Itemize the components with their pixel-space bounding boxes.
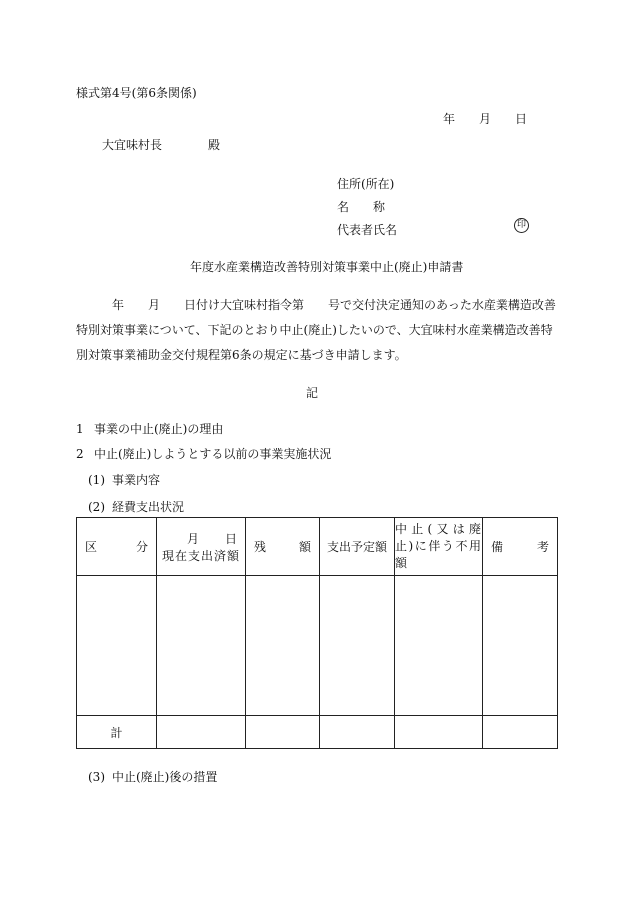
date-line: [443, 110, 527, 127]
name-label-2: 称: [373, 200, 386, 214]
sub-item-3: [88, 768, 217, 785]
col-remarks-2: 考: [536, 540, 549, 554]
item-1-num: 1: [76, 422, 84, 436]
sub-item-3-num: (3): [88, 770, 105, 784]
representative-label: 代表者氏名: [337, 223, 398, 237]
item-2-text: 中止(廃止)しようとする以前の事業実施状況: [94, 447, 332, 461]
col-balance-1: 残: [254, 540, 267, 554]
total-cell-planned: [320, 716, 395, 749]
expense-total-row: [77, 716, 558, 749]
body-cell-planned: [320, 576, 395, 716]
expense-header-row: [77, 518, 558, 576]
name-label-1: 名: [337, 200, 350, 214]
col-paid-label: 現在支出済額: [161, 548, 240, 563]
sub-item-2-text: 経費支出状況: [112, 500, 185, 514]
col-paid-day: 日: [224, 531, 237, 546]
body-paragraph: [76, 293, 562, 368]
date-year: 年: [443, 112, 456, 126]
col-stop-header: 中止(又は廃止)に伴う不用額: [395, 518, 483, 576]
body-month: 月: [148, 298, 161, 312]
col-category-1: 区: [85, 540, 98, 554]
total-cell-remarks: [483, 716, 558, 749]
body-cell-balance: [246, 576, 320, 716]
sub-item-2: [88, 498, 184, 515]
body-text: 日付け大宜味村指令第 号で交付決定通知のあった水産業構造改善特別対策事業について、下記のとおり中止(廃止)したいので、大宜味村水産業構造改善特別対策事業補助金交付規程第6条の規定に基づき申請します。: [76, 298, 556, 362]
document-title: 年度水産業構造改善特別対策事業中止(廃止)申請書: [190, 260, 464, 274]
body-cell-paid: [157, 576, 246, 716]
name-label: [337, 198, 397, 221]
sub-item-2-num: (2): [88, 500, 105, 514]
seal-mark: 印: [514, 218, 529, 233]
item-1-text: 事業の中止(廃止)の理由: [94, 422, 224, 436]
col-balance-2: 額: [298, 540, 311, 554]
total-cell-stop: [395, 716, 483, 749]
sub-item-1-text: 事業内容: [112, 473, 161, 487]
col-paid-month: 月: [186, 531, 199, 546]
col-remarks-header: [483, 518, 558, 576]
item-1: [76, 420, 223, 437]
expense-table: [76, 517, 558, 749]
addressee: [102, 136, 220, 153]
sub-item-1-num: (1): [88, 473, 105, 487]
applicant-block: [337, 175, 526, 244]
expense-body-row: [77, 576, 558, 716]
col-remarks-1: 備: [491, 540, 504, 554]
total-cell-paid: [157, 716, 246, 749]
item-2: [76, 445, 331, 462]
addressee-name: 大宜味村長: [102, 138, 163, 152]
date-day: 日: [515, 112, 528, 126]
addressee-honorific: 殿: [208, 138, 221, 152]
body-year: 年: [112, 298, 125, 312]
col-paid-header: [157, 518, 246, 576]
body-cell-remarks: [483, 576, 558, 716]
col-category-header: [77, 518, 157, 576]
item-2-num: 2: [76, 447, 84, 461]
body-cell-category: [77, 576, 157, 716]
total-cell-balance: [246, 716, 320, 749]
col-planned-header: 支出予定額: [320, 518, 395, 576]
sub-item-1: [88, 471, 160, 488]
col-balance-header: [246, 518, 320, 576]
total-label: 計: [77, 716, 157, 749]
address-label: 住所(所在): [337, 177, 395, 191]
body-cell-stop: [395, 576, 483, 716]
sub-item-3-text: 中止(廃止)後の措置: [112, 770, 218, 784]
ki-heading: 記: [306, 386, 319, 400]
col-category-2: 分: [135, 540, 148, 554]
form-number: 様式第4号(第6条関係): [76, 86, 197, 100]
date-month: 月: [479, 112, 492, 126]
